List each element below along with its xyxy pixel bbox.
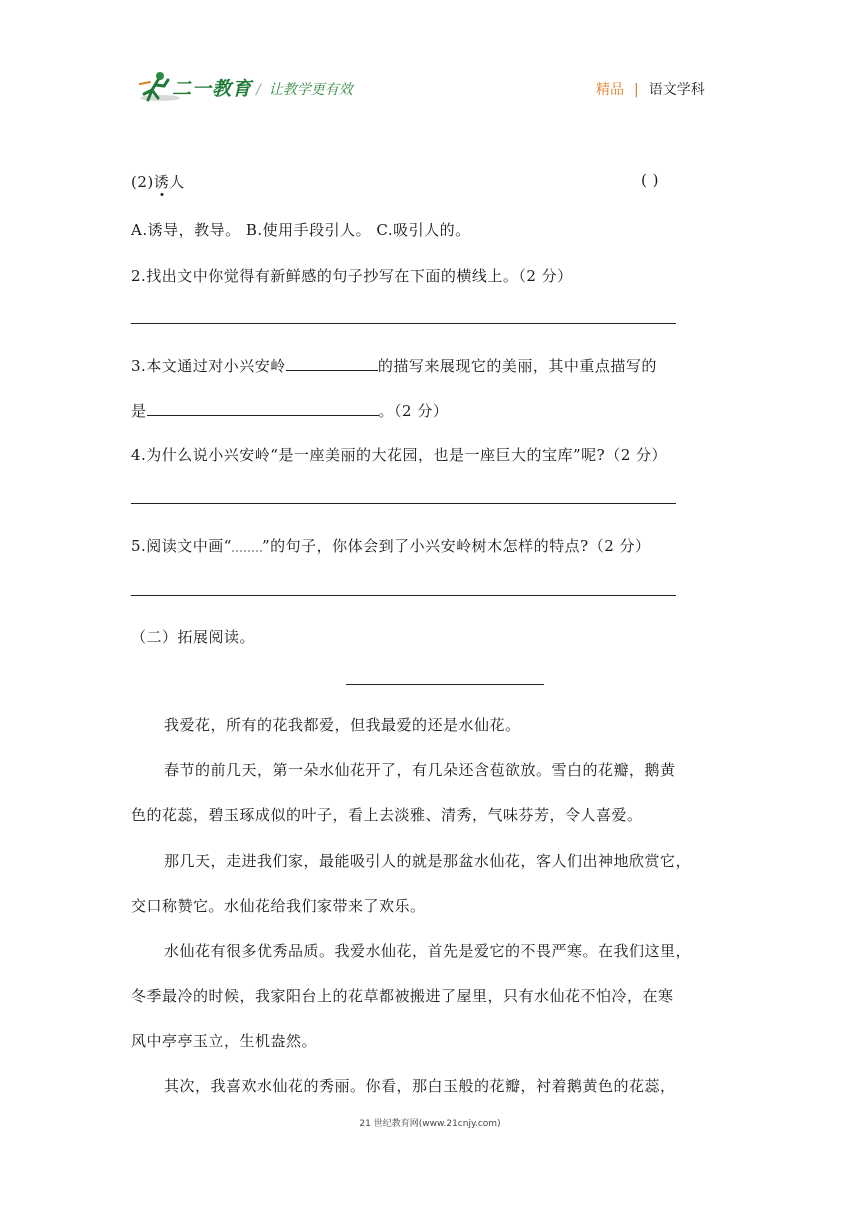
q3-text-part2: 的描写来展现它的美丽，其中重点描写的: [377, 357, 657, 375]
q3-text-part1: 3.本文通过对小兴安岭: [131, 357, 286, 375]
question-1-2-options: A.诱导，教导。 B.使用手段引人。 C.吸引人的。: [131, 221, 471, 239]
q3-line2-start: 是: [131, 402, 147, 420]
answer-line-q5[interactable]: [131, 595, 676, 596]
page-footer: 21 世纪教育网(www.21cnjy.com): [359, 1119, 501, 1129]
section-2-heading: （二）拓展阅读。: [131, 628, 256, 646]
question-5: [131, 535, 651, 556]
question-word-rest: 人: [169, 173, 185, 191]
emphasized-char: 诱: [153, 173, 170, 191]
paragraph-2-line-1: 春节的前几天，第一朵水仙花开了，有几朵还含苞欲放。雪白的花瓣，鹅黄: [164, 761, 676, 779]
q5-text-part1: 5.阅读文中画“: [131, 537, 232, 555]
question-4: 4.为什么说小兴安岭“是一座美丽的大花园，也是一座巨大的宝库”呢?（2 分）: [131, 446, 668, 464]
question-3-line-1: [131, 355, 657, 376]
brand-name: 二一教育: [172, 78, 253, 100]
page-header: [0, 0, 860, 130]
paragraph-2-line-2: 色的花蕊，碧玉琢成似的叶子，看上去淡雅、清秀，气味芬芳，令人喜爱。: [131, 806, 643, 824]
paragraph-4-line-2: 冬季最冷的时候，我家阳台上的花草都被搬进了屋里，只有水仙花不怕冷，在寒: [131, 987, 674, 1005]
wavy-underline-mark: [232, 542, 262, 552]
question-2: 2.找出文中你觉得有新鲜感的句子抄写在下面的横线上。（2 分）: [131, 267, 573, 285]
paragraph-5-line-1: 其次，我喜欢水仙花的秀丽。你看，那白玉般的花瓣，衬着鹅黄色的花蕊，: [164, 1077, 676, 1095]
header-tags: [596, 79, 705, 99]
premium-badge: 精品: [596, 82, 624, 98]
answer-line-q2[interactable]: [131, 323, 676, 324]
question-1-2: [131, 171, 185, 192]
header-separator: |: [634, 82, 639, 98]
question-3-line-2: [131, 400, 448, 421]
slogan: [256, 79, 353, 99]
q3-line2-end: 。（2 分）: [378, 402, 449, 420]
paragraph-3-line-2: 交口称赞它。水仙花给我们家带来了欢乐。: [131, 897, 426, 915]
paragraph-4-line-3: 风中亭亭玉立，生机盎然。: [131, 1032, 318, 1050]
q5-text-part2: ”的句子，你体会到了小兴安岭树木怎样的特点?（2 分）: [261, 537, 651, 555]
q3-blank-1[interactable]: [286, 356, 378, 371]
paragraph-3-line-1: 那几天，走进我们家，最能吸引人的就是那盆水仙花，客人们出神地欣赏它，: [164, 852, 692, 870]
subject-label: 语文学科: [648, 82, 705, 98]
paragraph-4-line-1: 水仙花有很多优秀品质。我爱水仙花，首先是爱它的不畏严寒。在我们这里，: [164, 942, 692, 960]
slogan-slash: /: [256, 82, 261, 98]
q3-blank-2[interactable]: [147, 401, 379, 416]
title-blank-line[interactable]: [346, 684, 544, 685]
paragraph-1: 我爱花，所有的花我都爱，但我最爱的还是水仙花。: [164, 716, 521, 734]
answer-line-q4[interactable]: [131, 503, 676, 504]
answer-parentheses[interactable]: ( ): [641, 171, 659, 189]
question-number: (2): [131, 173, 154, 191]
slogan-text: 让教学更有效: [268, 82, 353, 98]
